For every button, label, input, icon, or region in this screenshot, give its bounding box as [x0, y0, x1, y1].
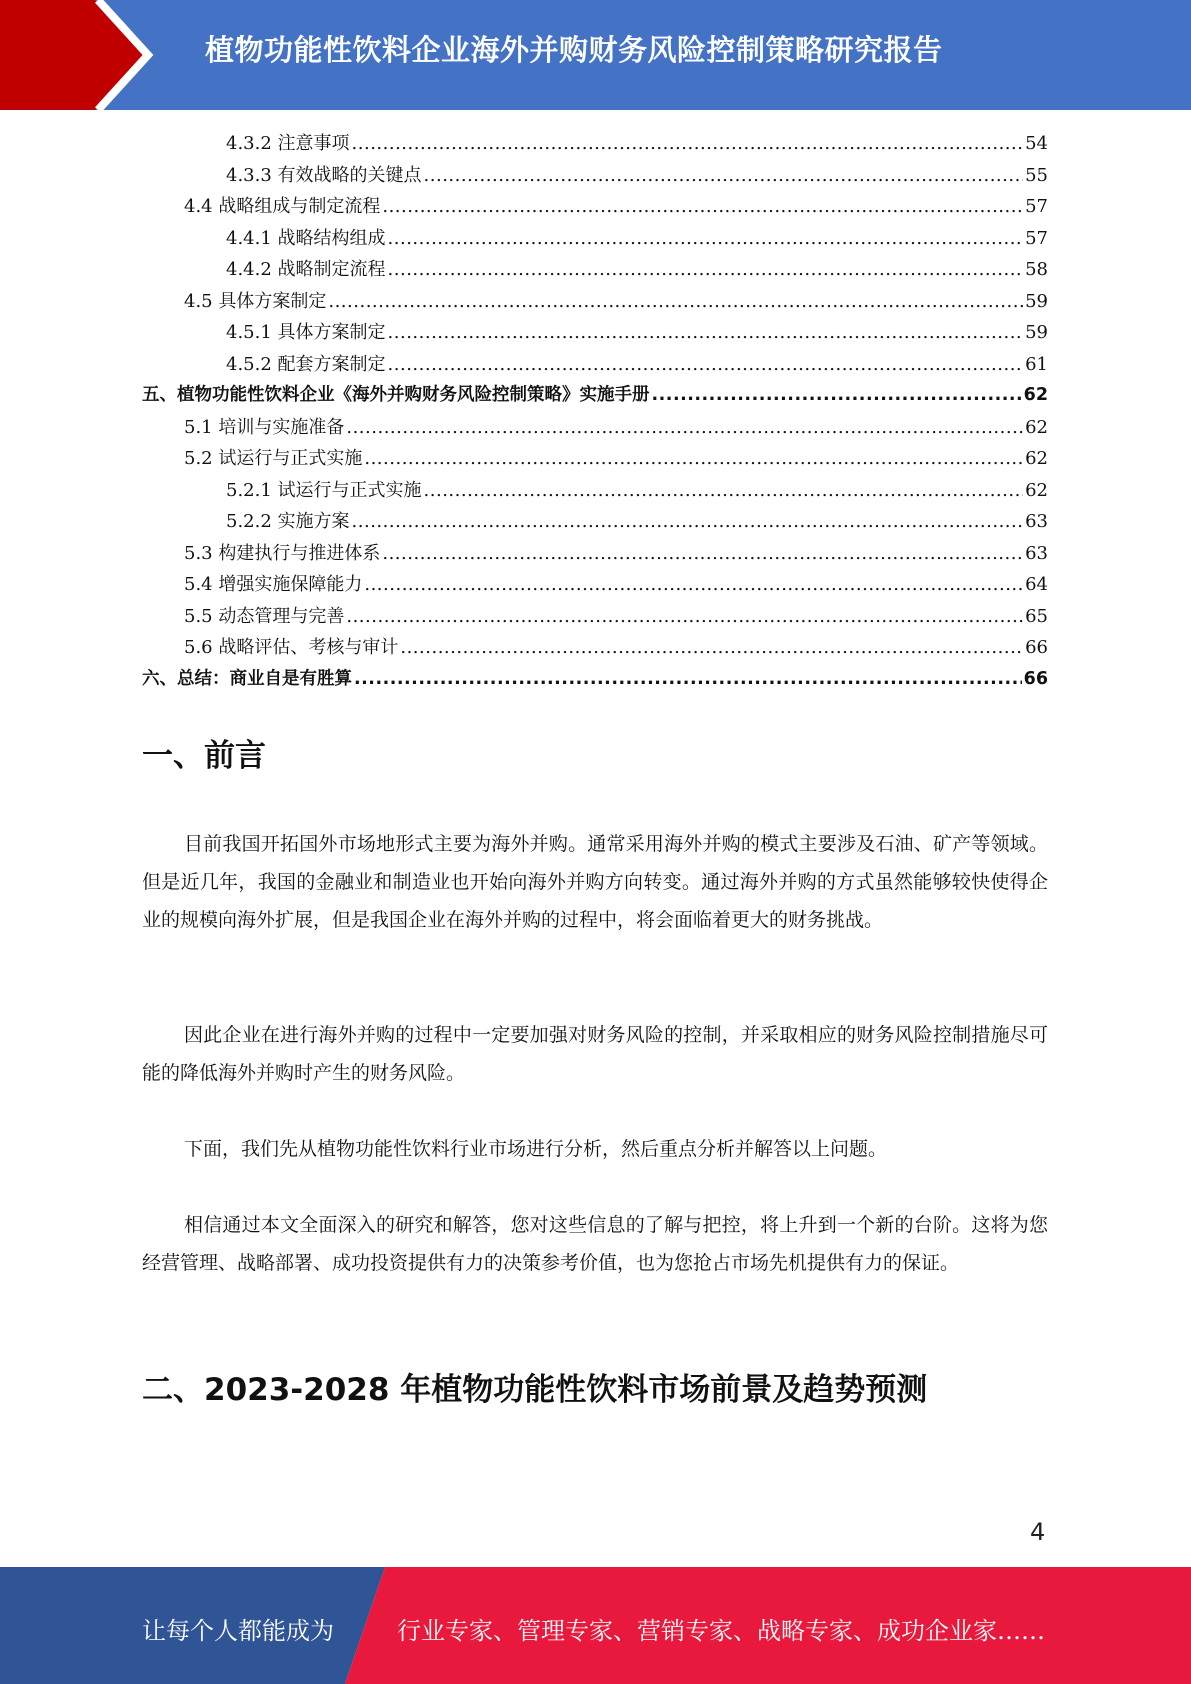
toc-entry[interactable] — [142, 443, 1048, 475]
toc-leader-dots — [382, 191, 1023, 223]
section-heading-preface: 一、前言 — [142, 738, 266, 774]
toc-entry-page: 57 — [1025, 196, 1048, 217]
page-number: 4 — [1030, 1518, 1046, 1546]
toc-leader-dots — [346, 412, 1023, 444]
toc-entry-label: 5.4 增强实施保障能力 — [184, 574, 363, 595]
toc-entry-page: 61 — [1025, 353, 1048, 375]
header-title: 植物功能性饮料企业海外并购财务风险控制策略研究报告 — [205, 33, 943, 67]
header-red-arrow — [0, 0, 150, 110]
toc-entry-label: 5.6 战略评估、考核与审计 — [184, 637, 399, 658]
toc-entry-label: 5.2.2 实施方案 — [226, 511, 350, 532]
toc-entry[interactable] — [142, 506, 1048, 538]
toc-leader-dots — [400, 632, 1023, 664]
toc-entry[interactable] — [142, 475, 1048, 507]
paragraph: 相信通过本文全面深入的研究和解答，您对这些信息的了解与把控，将上升到一个新的台阶。这将为您经营管理、战略部署、成功投资提供有力的决策参考价值，也为您抢占市场先机提供有力的保证。 — [142, 1214, 1048, 1274]
toc-entry-label: 4.3.2 注意事项 — [226, 133, 350, 154]
toc-entry-page: 55 — [1025, 164, 1048, 186]
toc-entry-label: 4.5.2 配套方案制定 — [226, 353, 386, 375]
table-of-contents — [142, 128, 1048, 695]
paragraph: 目前我国开拓国外市场地形式主要为海外并购。通常采用海外并购的模式主要涉及石油、矿产等领域。但是近几年，我国的金融业和制造业也开始向海外并购方向转变。通过海外并购的方式虽然能够较快使得企业的规模向海外扩展，但是我国企业在海外并购的过程中，将会面临着更大的财务挑战。 — [142, 833, 1048, 931]
toc-entry-page: 64 — [1025, 574, 1048, 595]
toc-entry-label: 5.3 构建执行与推进体系 — [184, 542, 381, 564]
toc-entry[interactable] — [142, 223, 1048, 255]
toc-entry[interactable] — [142, 317, 1048, 349]
footer-slogan-right: 行业专家、管理专家、营销专家、战略专家、成功企业家…… — [397, 1617, 1045, 1645]
toc-entry[interactable] — [142, 160, 1048, 192]
toc-leader-dots — [388, 223, 1024, 255]
toc-entry-page: 59 — [1025, 290, 1048, 312]
toc-entry-label: 4.4.1 战略结构组成 — [226, 227, 386, 249]
toc-entry[interactable] — [142, 286, 1048, 318]
toc-entry[interactable] — [142, 254, 1048, 286]
toc-entry[interactable] — [142, 412, 1048, 444]
toc-entry[interactable] — [142, 349, 1048, 381]
paragraph: 因此企业在进行海外并购的过程中一定要加强对财务风险的控制，并采取相应的财务风险控制措施尽可能的降低海外并购时产生的财务风险。 — [142, 1024, 1048, 1084]
toc-leader-dots — [388, 317, 1024, 349]
toc-entry[interactable] — [142, 191, 1048, 223]
toc-leader-dots — [652, 380, 1022, 412]
toc-entry-label: 五、植物功能性饮料企业《海外并购财务风险控制策略》实施手册 — [142, 385, 650, 405]
toc-entry[interactable] — [142, 380, 1048, 412]
toc-leader-dots — [364, 569, 1023, 601]
toc-entry-label: 4.4 战略组成与制定流程 — [184, 196, 381, 217]
toc-entry-label: 4.3.3 有效战略的关键点 — [226, 164, 422, 186]
toc-leader-dots — [364, 443, 1023, 475]
toc-entry-label: 5.1 培训与实施准备 — [184, 416, 345, 438]
toc-entry-page: 58 — [1025, 259, 1048, 280]
toc-entry-label: 4.5.1 具体方案制定 — [226, 322, 386, 343]
paragraph: 下面，我们先从植物功能性饮料行业市场进行分析，然后重点分析并解答以上问题。 — [184, 1138, 888, 1160]
toc-leader-dots — [388, 254, 1024, 286]
toc-entry-label: 六、总结：商业自是有胜算 — [142, 668, 352, 689]
toc-entry-page: 66 — [1023, 668, 1048, 689]
toc-entry[interactable] — [142, 128, 1048, 160]
toc-entry[interactable] — [142, 664, 1048, 696]
toc-entry[interactable] — [142, 632, 1048, 664]
toc-leader-dots — [354, 664, 1022, 696]
toc-entry-page: 65 — [1025, 605, 1048, 627]
toc-entry-page: 63 — [1025, 542, 1048, 564]
toc-leader-dots — [382, 538, 1023, 570]
toc-entry-page: 62 — [1025, 479, 1048, 501]
toc-entry-label: 5.5 动态管理与完善 — [184, 605, 345, 627]
toc-entry[interactable] — [142, 538, 1048, 570]
toc-entry[interactable] — [142, 601, 1048, 633]
footer-slogan-left: 让每个人都能成为 — [142, 1617, 334, 1645]
toc-entry[interactable] — [142, 569, 1048, 601]
page-footer — [0, 1567, 1191, 1684]
toc-leader-dots — [346, 601, 1023, 633]
toc-entry-label: 4.5 具体方案制定 — [184, 290, 327, 312]
section-heading-forecast: 二、2023-2028 年植物功能性饮料市场前景及趋势预测 — [142, 1372, 928, 1408]
toc-entry-page: 59 — [1025, 322, 1048, 343]
toc-leader-dots — [388, 349, 1024, 381]
toc-entry-page: 62 — [1025, 416, 1048, 438]
toc-entry-page: 66 — [1025, 637, 1048, 658]
toc-entry-label: 5.2 试运行与正式实施 — [184, 448, 363, 469]
toc-entry-label: 4.4.2 战略制定流程 — [226, 259, 386, 280]
toc-entry-label: 5.2.1 试运行与正式实施 — [226, 479, 422, 501]
toc-leader-dots — [352, 506, 1024, 538]
toc-leader-dots — [424, 475, 1024, 507]
toc-entry-page: 62 — [1023, 385, 1048, 405]
toc-leader-dots — [328, 286, 1023, 318]
toc-entry-page: 54 — [1025, 133, 1048, 154]
toc-entry-page: 57 — [1025, 227, 1048, 249]
toc-entry-page: 63 — [1025, 511, 1048, 532]
toc-leader-dots — [424, 160, 1024, 192]
page-header — [0, 0, 1191, 110]
toc-entry-page: 62 — [1025, 448, 1048, 469]
toc-leader-dots — [352, 128, 1024, 160]
